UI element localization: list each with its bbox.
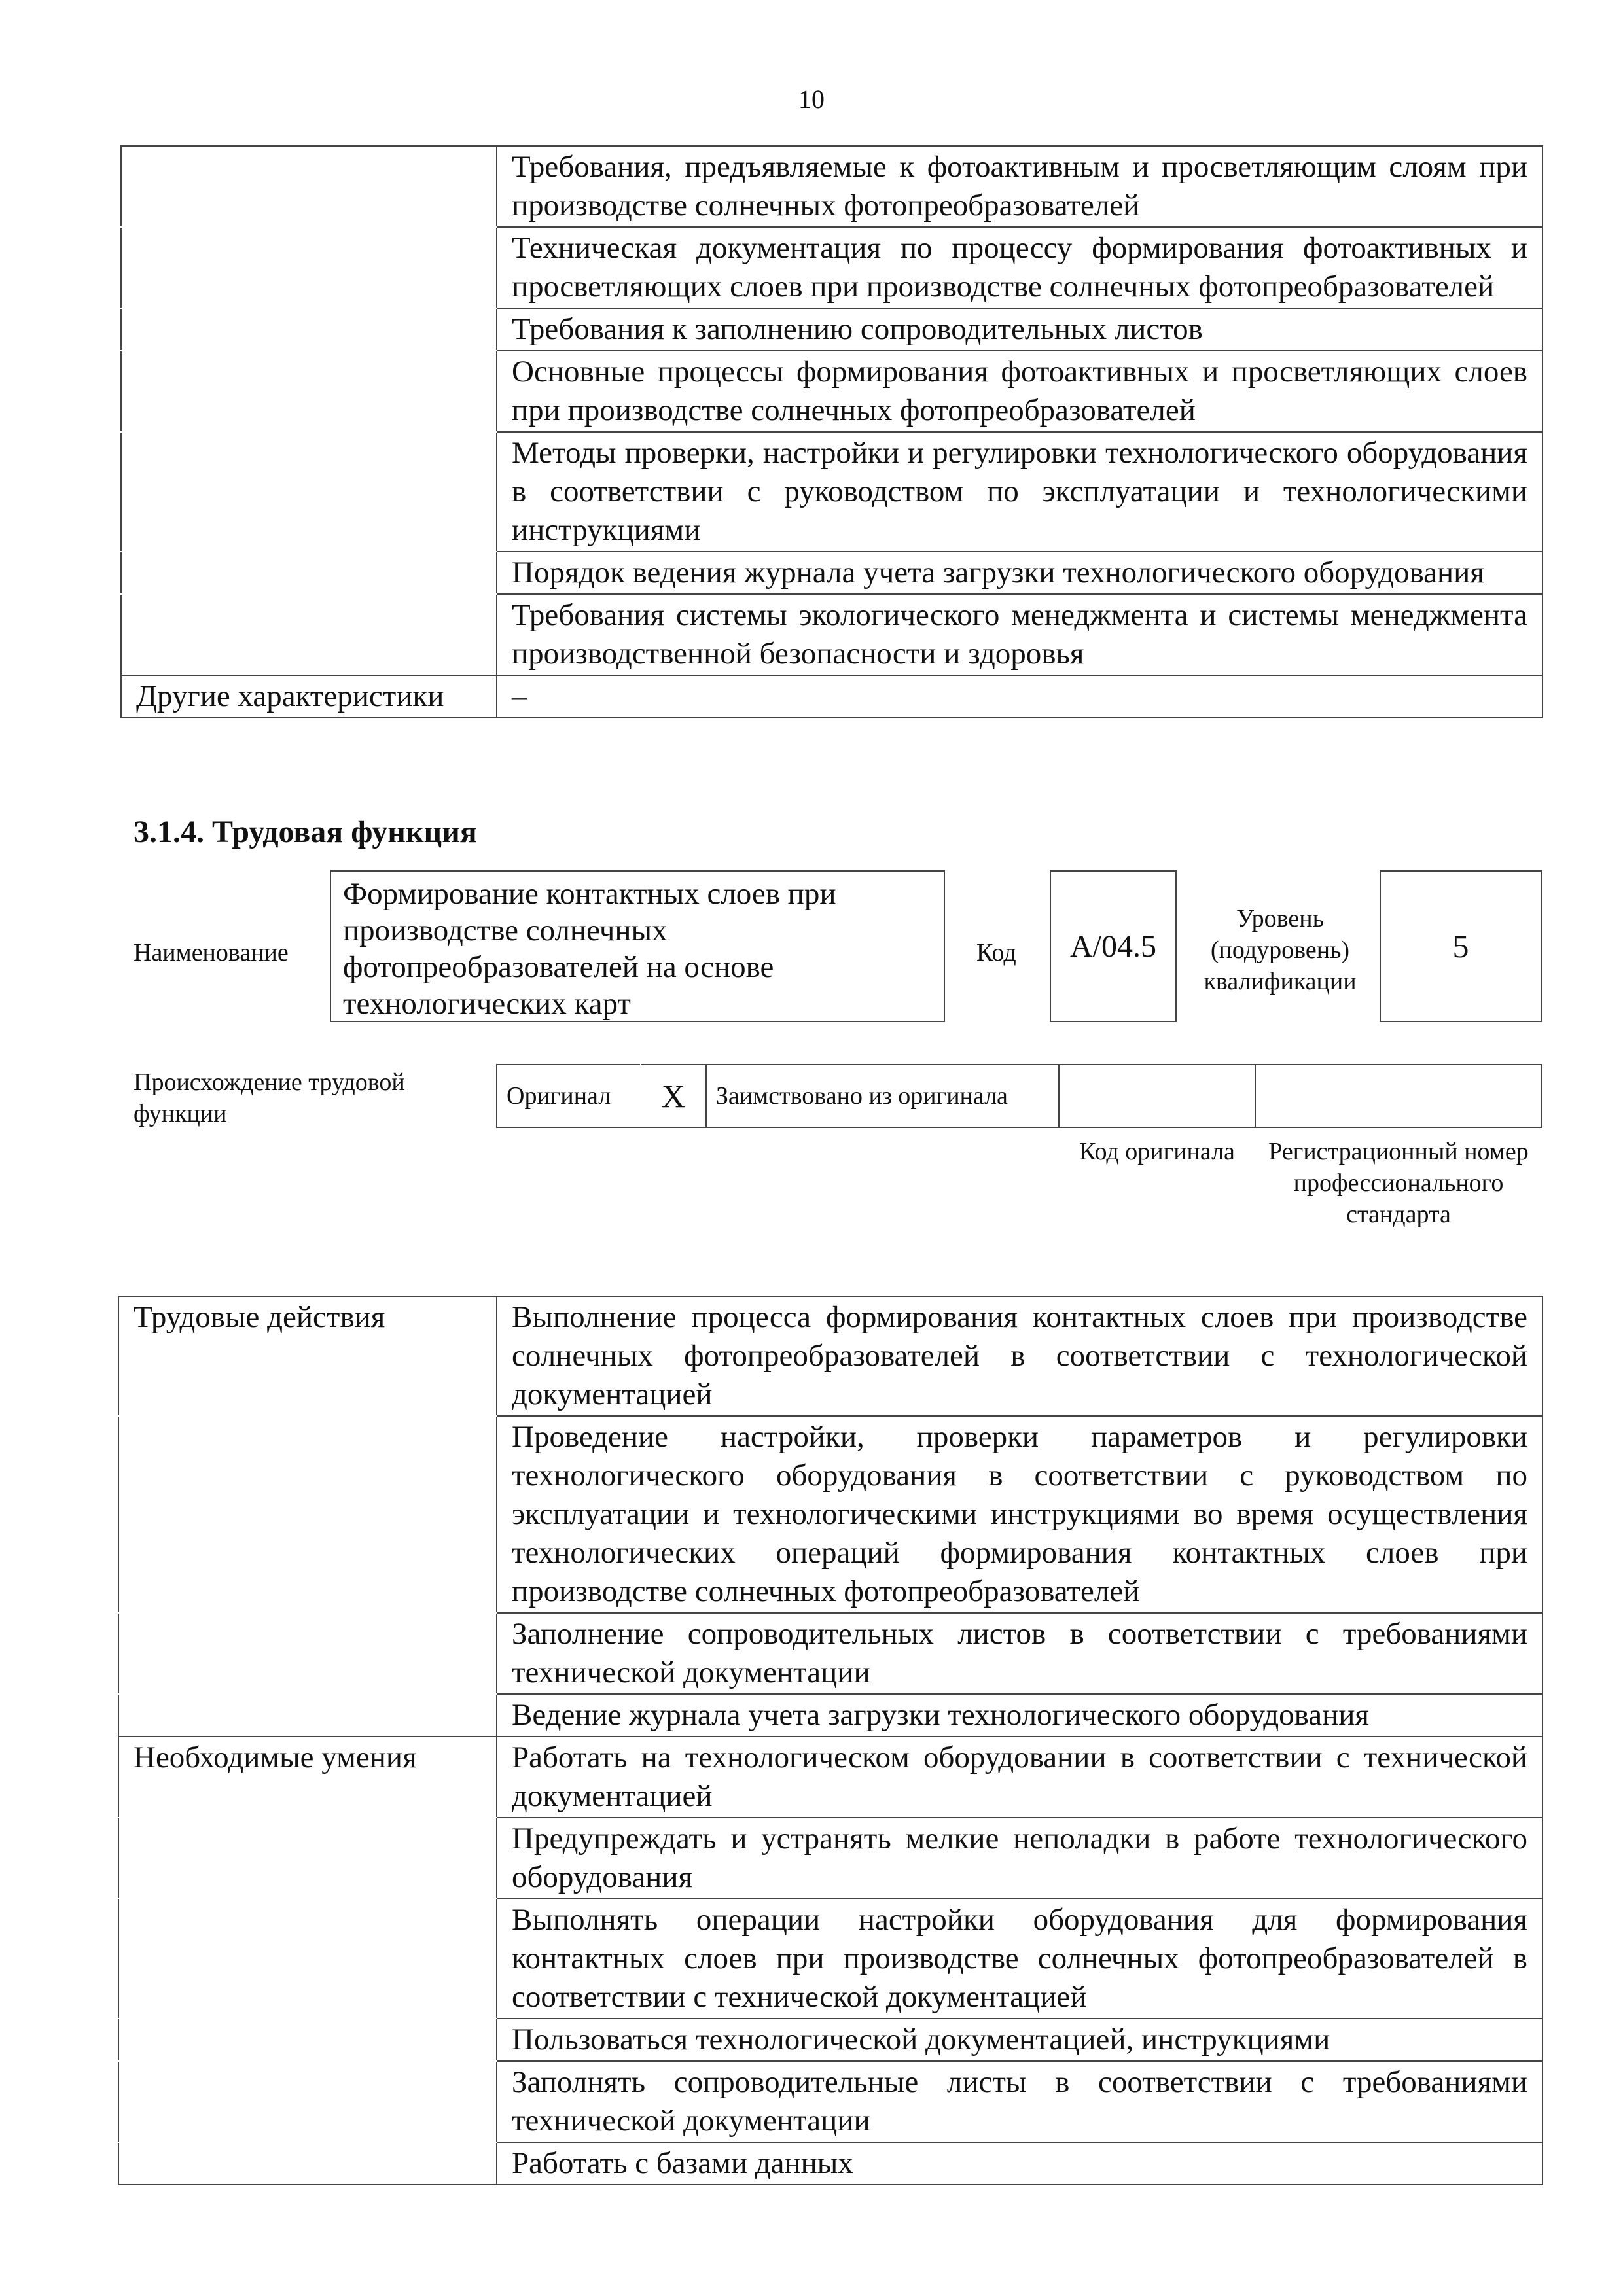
- original-mark: X: [641, 1065, 706, 1127]
- action-item: Проведение настройки, проверки параметров и регулировки технологического оборудования в соответствии с руководством по эксплуатации и технологическими инструкциями во время осуществления технологических операций формирования контактных слоев при производстве солнечных фотопреобразователей: [497, 1416, 1543, 1613]
- empty-label-cell: [118, 2142, 497, 2185]
- table-row: [121, 432, 1543, 552]
- table-row: [118, 1737, 1543, 1818]
- action-item: Заполнение сопроводительных листов в соответствии с требованиями технической документации: [497, 1613, 1543, 1694]
- table-row: [118, 1296, 1543, 1416]
- other-characteristics-label: Другие характеристики: [121, 675, 497, 718]
- skill-item: Заполнять сопроводительные листы в соответствии с требованиями технической документации: [497, 2061, 1543, 2142]
- table-row: [118, 1694, 1543, 1737]
- table-row: [118, 1899, 1543, 2019]
- function-name-box: Формирование контактных слоев при производстве солнечных фотопреобразователей на основе технологических карт: [330, 870, 945, 1022]
- knowledge-table: [120, 145, 1543, 718]
- code-label: Код: [976, 939, 1016, 966]
- table-row: [118, 1416, 1543, 1613]
- origin-label: Происхождение трудовой функции: [134, 1069, 405, 1127]
- borrowed-label: Заимствовано из оригинала: [706, 1065, 1059, 1127]
- knowledge-item: Техническая документация по процессу формирования фотоактивных и просветляющих слоев при производстве солнечных фотопреобразователей: [497, 227, 1543, 308]
- knowledge-item: Методы проверки, настройки и регулировки технологического оборудования в соответствии с руководством по эксплуатации и технологическими инструкциями: [497, 432, 1543, 552]
- empty-label-cell: [118, 1694, 497, 1737]
- level-value-box: 5: [1380, 870, 1542, 1022]
- name-label: Наименование: [134, 939, 289, 966]
- table-row: [121, 308, 1543, 351]
- table-row: [121, 351, 1543, 432]
- empty-label-cell: [121, 308, 497, 351]
- empty-label-cell: [118, 1818, 497, 1899]
- table-row: [121, 552, 1543, 594]
- knowledge-item: Требования к заполнению сопроводительных листов: [497, 308, 1543, 351]
- knowledge-item: Порядок ведения журнала учета загрузки технологического оборудования: [497, 552, 1543, 594]
- other-characteristics-value: –: [497, 675, 1543, 718]
- actions-skills-table: [118, 1296, 1543, 2185]
- table-row: [118, 1613, 1543, 1694]
- table-row: [118, 2142, 1543, 2185]
- code-original-cell: [1059, 1065, 1255, 1127]
- empty-label-cell: [118, 1613, 497, 1694]
- code-original-caption: Код оригинала: [1079, 1138, 1235, 1165]
- skill-item: Работать с базами данных: [497, 2142, 1543, 2185]
- skills-label: Необходимые умения: [118, 1737, 497, 1818]
- original-label: Оригинал: [497, 1065, 641, 1127]
- empty-label-cell: [121, 227, 497, 308]
- actions-label: Трудовые действия: [118, 1296, 497, 1416]
- skill-item: Пользоваться технологической документацией, инструкциями: [497, 2019, 1543, 2061]
- code-value-box: А/04.5: [1050, 870, 1177, 1022]
- level-label: Уровень (подуровень) квалификации: [1204, 905, 1357, 995]
- empty-label-cell: [118, 2019, 497, 2061]
- knowledge-item: Требования системы экологического менеджмента и системы менеджмента производственной безопасности и здоровья: [497, 594, 1543, 675]
- empty-label-cell: [118, 1416, 497, 1613]
- reg-number-cell: [1255, 1065, 1541, 1127]
- reg-number-caption: Регистрационный номер профессионального стандарта: [1268, 1138, 1529, 1228]
- table-row: [118, 2061, 1543, 2142]
- table-row: [121, 146, 1543, 227]
- table-row: [121, 675, 1543, 718]
- skill-item: Предупреждать и устранять мелкие неполадки в работе технологического оборудования: [497, 1818, 1543, 1899]
- knowledge-item: Основные процессы формирования фотоактивных и просветляющих слоев при производстве солнечных фотопреобразователей: [497, 351, 1543, 432]
- table-row: [118, 2019, 1543, 2061]
- table-row: [121, 594, 1543, 675]
- empty-label-cell: [121, 351, 497, 432]
- action-item: Выполнение процесса формирования контактных слоев при производстве солнечных фотопреобразователей в соответствии с технологической документацией: [497, 1296, 1543, 1416]
- table-row: [121, 227, 1543, 308]
- empty-label-cell: [118, 1899, 497, 2019]
- empty-label-cell: [121, 594, 497, 675]
- empty-label-cell: [121, 432, 497, 552]
- section-title: 3.1.4. Трудовая функция: [134, 815, 477, 849]
- skill-item: Выполнять операции настройки оборудования для формирования контактных слоев при производстве солнечных фотопреобразователей в соответствии с технической документацией: [497, 1899, 1543, 2019]
- empty-label-cell: [121, 552, 497, 594]
- empty-label-cell: [121, 146, 497, 227]
- knowledge-item: Требования, предъявляемые к фотоактивным и просветляющим слоям при производстве солнечных фотопреобразователей: [497, 146, 1543, 227]
- skill-item: Работать на технологическом оборудовании в соответствии с технической документацией: [497, 1737, 1543, 1818]
- table-row: [497, 1065, 1541, 1127]
- origin-table: [496, 1064, 1542, 1128]
- action-item: Ведение журнала учета загрузки технологического оборудования: [497, 1694, 1543, 1737]
- table-row: [118, 1818, 1543, 1899]
- page-number: 10: [798, 84, 825, 114]
- empty-label-cell: [118, 2061, 497, 2142]
